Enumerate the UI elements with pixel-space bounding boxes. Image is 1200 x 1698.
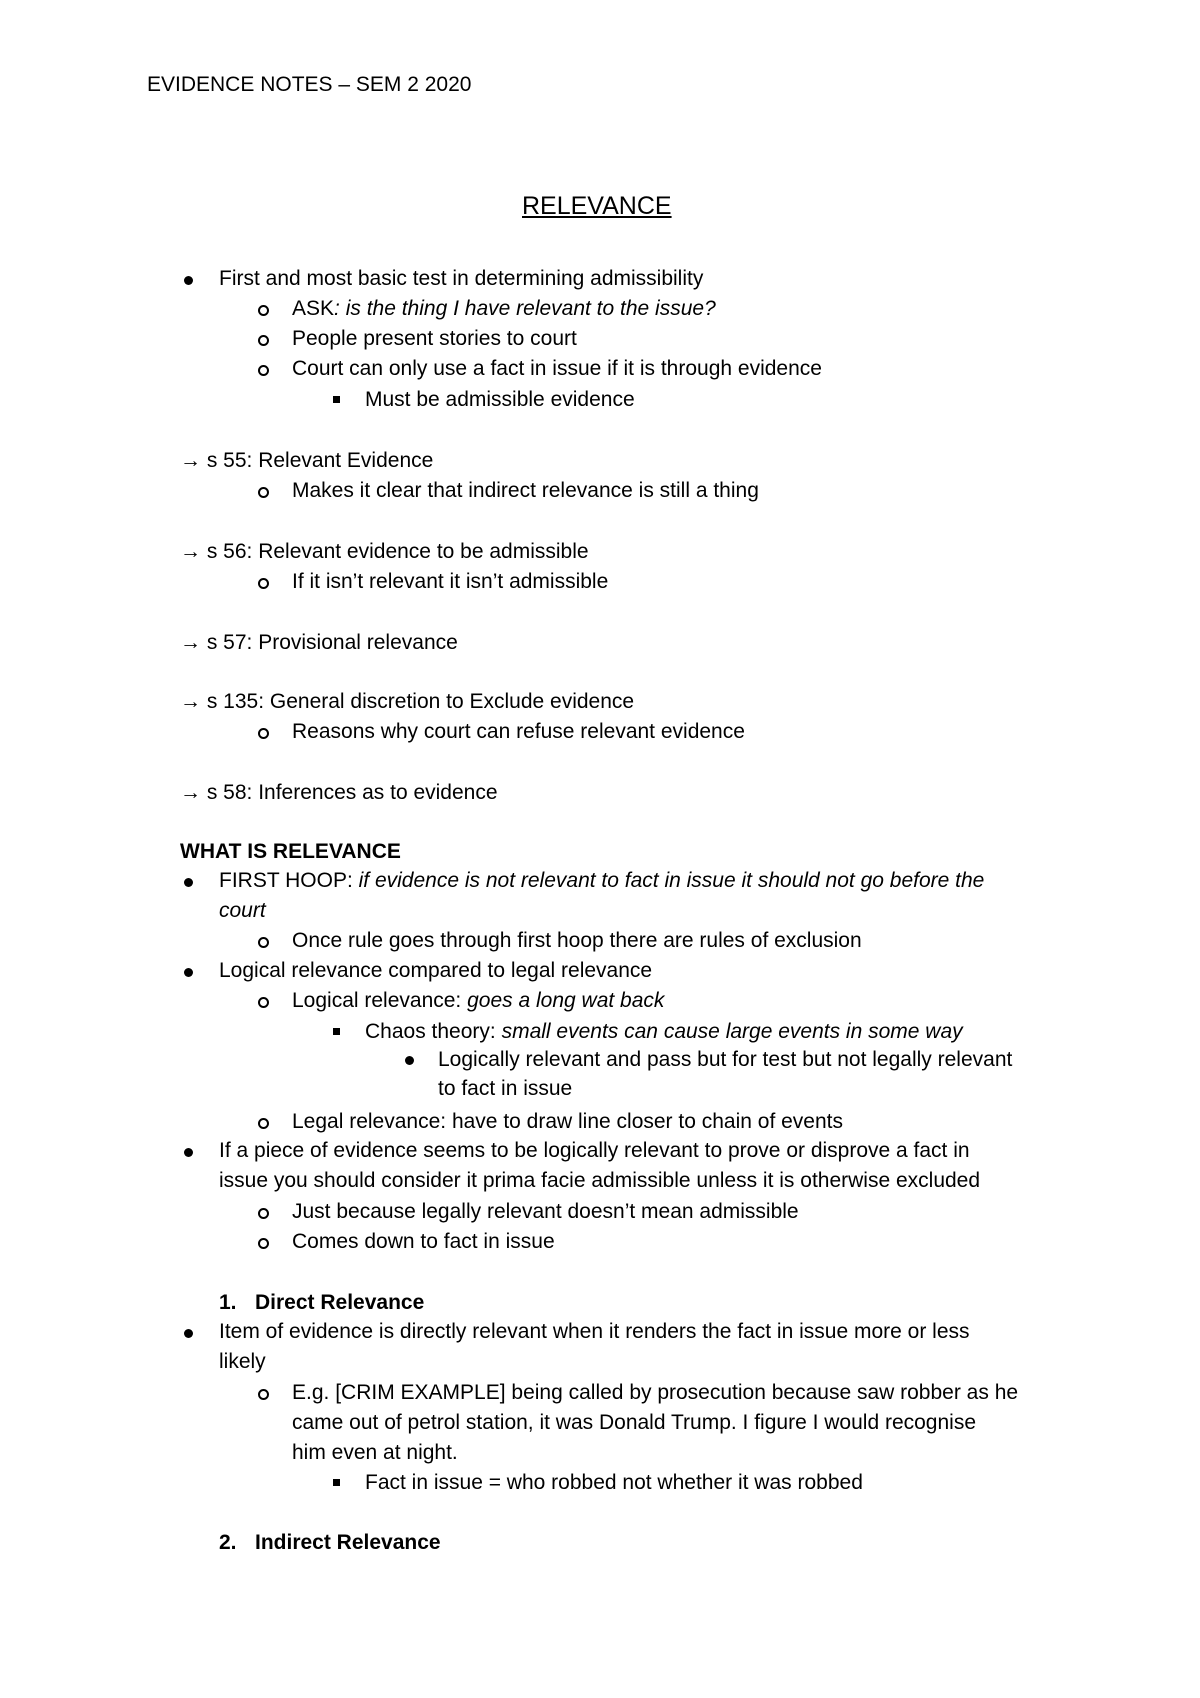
section-s57: → s 57: Provisional relevance [180,631,458,654]
page-title: RELEVANCE [522,192,672,220]
list-item: ASK: is the thing I have relevant to the issue? [292,297,716,320]
list-item: Just because legally relevant doesn’t mean admissible [292,1200,799,1223]
list-number: 1. [219,1291,237,1314]
list-item: Item of evidence is directly relevant when it renders the fact in issue more or less [219,1320,970,1343]
list-item: If it isn’t relevant it isn’t admissible [292,570,609,593]
bullet-icon [184,1148,193,1157]
section-heading: WHAT IS RELEVANCE [180,840,401,863]
list-item-continuation: issue you should consider it prima facie admissible unless it is otherwise excluded [219,1169,981,1192]
circle-bullet-icon [258,937,269,948]
section-s58: → s 58: Inferences as to evidence [180,781,498,804]
list-item-continuation: likely [219,1350,266,1373]
list-item: Legal relevance: have to draw line closer to chain of events [292,1110,843,1133]
square-bullet-icon [333,396,340,403]
subsection-heading: Indirect Relevance [255,1531,441,1554]
list-number: 2. [219,1531,237,1554]
list-item: Fact in issue = who robbed not whether it was robbed [365,1471,863,1494]
section-s56: → s 56: Relevant evidence to be admissible [180,540,589,563]
arrow-icon: → [180,449,201,472]
list-item: Once rule goes through first hoop there are rules of exclusion [292,929,862,952]
circle-bullet-icon [258,1118,269,1129]
list-item: People present stories to court [292,327,577,350]
list-item: Must be admissible evidence [365,388,635,411]
page-header: EVIDENCE NOTES – SEM 2 2020 [147,73,472,96]
list-item: FIRST HOOP: if evidence is not relevant to fact in issue it should not go before the [219,869,985,892]
list-item: First and most basic test in determining admissibility [219,267,704,290]
circle-bullet-icon [258,335,269,346]
circle-bullet-icon [258,365,269,376]
subsection-heading: Direct Relevance [255,1291,425,1314]
section-s55: → s 55: Relevant Evidence [180,449,434,472]
list-item-continuation: him even at night. [292,1441,458,1464]
circle-bullet-icon [258,487,269,498]
list-item-continuation: came out of petrol station, it was Donald Trump. I figure I would recognise [292,1411,977,1434]
arrow-icon: → [180,690,201,713]
list-item: Makes it clear that indirect relevance is still a thing [292,479,759,502]
circle-bullet-icon [258,305,269,316]
list-item: Logically relevant and pass but for test but not legally relevant [438,1048,1013,1071]
arrow-icon: → [180,781,201,804]
circle-bullet-icon [258,1238,269,1249]
list-item-continuation: to fact in issue [438,1077,573,1100]
list-item: Court can only use a fact in issue if it is through evidence [292,357,822,380]
list-item: Logical relevance: goes a long wat back [292,989,665,1012]
bullet-icon [184,968,193,977]
square-bullet-icon [333,1028,340,1035]
circle-bullet-icon [258,1389,269,1400]
arrow-icon: → [180,540,201,563]
list-item: Logical relevance compared to legal relevance [219,959,653,982]
bullet-icon [184,878,193,887]
circle-bullet-icon [258,997,269,1008]
square-bullet-icon [333,1479,340,1486]
bullet-icon [184,276,193,285]
arrow-icon: → [180,631,201,654]
list-item: Reasons why court can refuse relevant evidence [292,720,745,743]
list-item-continuation: court [219,899,266,922]
list-item: Comes down to fact in issue [292,1230,555,1253]
bullet-icon [184,1329,193,1338]
list-item: Chaos theory: small events can cause large events in some way [365,1020,963,1043]
list-item: E.g. [CRIM EXAMPLE] being called by prosecution because saw robber as he [292,1381,1019,1404]
bullet-icon [405,1056,414,1065]
circle-bullet-icon [258,578,269,589]
circle-bullet-icon [258,728,269,739]
list-item: If a piece of evidence seems to be logically relevant to prove or disprove a fact in [219,1139,970,1162]
section-s135: → s 135: General discretion to Exclude evidence [180,690,635,713]
circle-bullet-icon [258,1208,269,1219]
